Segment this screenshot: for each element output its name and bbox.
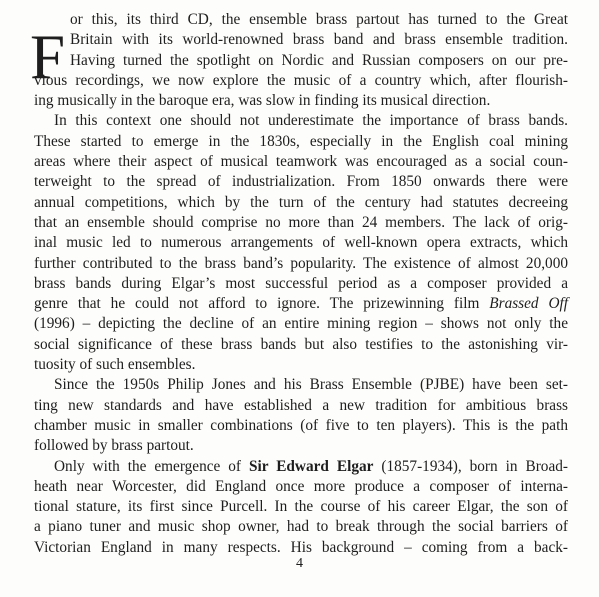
text-line: (1996) – depicting the decline of an entire mining region – shows not only the xyxy=(34,315,568,333)
text-line: tuosity of such ensembles. xyxy=(34,356,196,374)
text-line: vious recordings, we now explore the music of a country which, after flourish- xyxy=(34,71,568,89)
text-line: These started to emerge in the 1830s, especially in the English coal mining xyxy=(34,132,568,150)
text-line: social significance of these brass bands but also testifies to the astonishing vir- xyxy=(34,335,568,353)
document-page xyxy=(30,10,568,558)
text-line: ing musically in the baroque era, was slow in finding its musical direction. xyxy=(34,92,491,110)
text-line: a piano tuner and music shop owner, had to break through the social barriers of xyxy=(34,518,568,536)
text-run: genre that he could not afford to ignore. The prizewinning film xyxy=(34,295,490,313)
paragraph-brass-bands xyxy=(34,111,568,375)
drop-cap-letter: F xyxy=(30,22,66,92)
film-title: Brassed Off xyxy=(489,295,568,313)
composer-name: Sir Edward Elgar xyxy=(248,457,374,475)
text-line: followed by brass partout. xyxy=(34,437,194,455)
text-line: that an ensemble should comprise no more than 24 members. The lack of orig- xyxy=(34,213,568,231)
text-line: inal music led to numerous arrangements of well-known opera extracts, which xyxy=(34,234,568,252)
text-line: or this, its third CD, the ensemble brass partout has turned to the Great xyxy=(70,11,568,28)
paragraph-pjbe xyxy=(34,375,568,456)
text-line: In this context one should not underestimate the importance of brass bands. xyxy=(54,112,568,130)
text-line: Victorian England in many respects. His background – coming from a back- xyxy=(34,538,568,556)
text-line: further contributed to the brass band’s popularity. The existence of almost 20,000 xyxy=(34,254,568,272)
paragraph-intro xyxy=(34,10,568,111)
paragraph-elgar xyxy=(34,457,568,558)
text-line: Britain with its world-renowned brass band and brass ensemble tradition. xyxy=(70,31,568,49)
text-run: (1857-1934), born in Broad- xyxy=(373,457,568,475)
text-line: Having turned the spotlight on Nordic and Russian composers on our pre- xyxy=(70,51,568,69)
text-line: annual competitions, which by the turn of the century had statutes decreeing xyxy=(34,193,568,211)
text-line: chamber music in smaller combinations (of five to ten players). This is the path xyxy=(34,416,568,434)
text-line: tional stature, its first since Purcell. In the course of his career Elgar, the son of xyxy=(34,498,568,516)
text-line: ting new standards and have established a new tradition for ambitious brass xyxy=(34,396,568,414)
text-line: brass bands during Elgar’s most successful period as a composer provided a xyxy=(34,274,568,292)
page-number: 4 xyxy=(296,556,303,571)
text-line: areas where their aspect of musical teamwork was encouraged as a social coun- xyxy=(34,153,568,171)
text-line: heath near Worcester, did England once more produce a composer of interna- xyxy=(34,477,568,495)
text-line: terweight to the spread of industrialization. From 1850 onwards there were xyxy=(34,173,568,191)
text-run: Only with the emergence of xyxy=(54,457,249,475)
text-line-with-composer xyxy=(34,457,568,477)
text-line-with-film-title xyxy=(34,294,568,314)
text-line: Since the 1950s Philip Jones and his Brass Ensemble (PJBE) have been set- xyxy=(54,376,568,394)
